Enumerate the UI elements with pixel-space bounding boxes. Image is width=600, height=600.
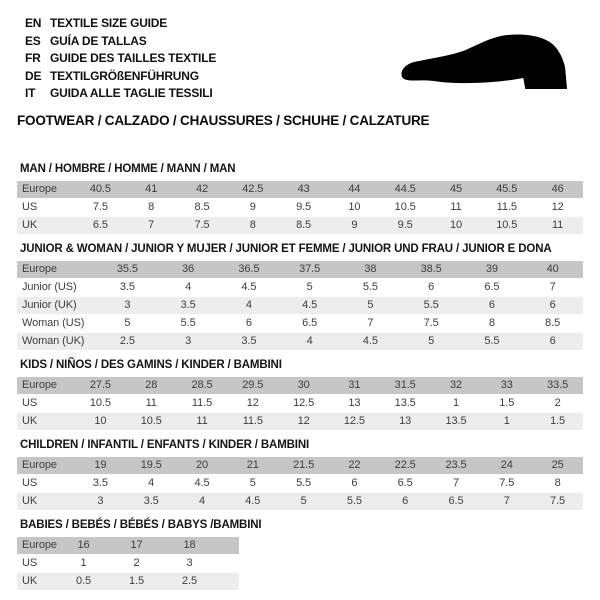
size-value: 12 [532, 199, 583, 217]
table-row [17, 555, 239, 573]
size-value: 19.5 [126, 457, 177, 475]
table-row [17, 413, 583, 431]
table-row [17, 217, 583, 235]
language-label: GUIDA ALLE TAGLIE TESSILI [50, 86, 213, 100]
size-value: 6.5 [380, 475, 431, 493]
table-row [17, 315, 583, 333]
size-value: 4 [177, 493, 228, 511]
size-value: 4 [158, 279, 219, 297]
size-value: 22 [329, 457, 380, 475]
size-value: 2.5 [97, 333, 158, 351]
size-value: 11 [431, 199, 482, 217]
row-label: US [17, 395, 75, 413]
size-value: 8 [227, 217, 278, 235]
language-label: GUIDE DES TAILLES TEXTILE [50, 51, 217, 65]
size-value: 36.5 [219, 261, 280, 279]
size-value: 17 [110, 537, 163, 555]
table-title: MAN / HOMBRE / HOMME / MANN / MAN [20, 162, 236, 175]
size-value: 11.5 [227, 413, 278, 431]
size-value: 38 [340, 261, 401, 279]
size-value: 1.5 [481, 395, 532, 413]
size-value: 4.5 [227, 493, 278, 511]
size-value: 10.5 [481, 217, 532, 235]
size-value: 29.5 [227, 377, 278, 395]
size-value: 10 [75, 413, 126, 431]
size-value: 8 [126, 199, 177, 217]
row-label: Europe [17, 377, 75, 395]
size-value: 1 [431, 395, 482, 413]
size-value: 12.5 [278, 395, 329, 413]
row-label: US [17, 475, 75, 493]
table-row [17, 475, 583, 493]
table-row [17, 261, 583, 279]
spacer-cell [216, 573, 239, 591]
table-row [17, 395, 583, 413]
table-row [17, 297, 583, 315]
size-value: 5.5 [340, 279, 401, 297]
row-label: Woman (UK) [17, 333, 97, 351]
row-label: US [17, 199, 75, 217]
spacer-cell [216, 537, 239, 555]
language-label: TEXTILGRÖßENFÜHRUNG [50, 68, 199, 83]
row-label: Junior (US) [17, 279, 97, 297]
size-value: 7 [340, 315, 401, 333]
size-value: 12 [278, 413, 329, 431]
size-value: 41 [126, 181, 177, 199]
size-value: 6 [522, 297, 583, 315]
size-value: 8 [532, 475, 583, 493]
table-title: BABIES / BEBÉS / BÉBÉS / BABYS /BAMBINI [20, 518, 262, 531]
table-row [17, 279, 583, 297]
size-value: 1.5 [532, 413, 583, 431]
shoe-icon [398, 33, 575, 93]
table-row [17, 377, 583, 395]
size-value: 8 [462, 315, 523, 333]
size-table [17, 261, 583, 351]
size-value: 5.5 [329, 493, 380, 511]
size-value: 3 [75, 493, 126, 511]
size-value: 1 [481, 413, 532, 431]
language-label: TEXTILE SIZE GUIDE [50, 16, 168, 30]
size-value: 3.5 [75, 475, 126, 493]
size-value: 10.5 [380, 199, 431, 217]
size-value: 6 [219, 315, 280, 333]
size-table [17, 537, 239, 591]
size-value: 13.5 [380, 395, 431, 413]
size-value: 3.5 [158, 297, 219, 315]
size-value: 5 [279, 279, 340, 297]
language-code: EN [25, 16, 42, 30]
size-value: 11 [126, 395, 177, 413]
size-value: 35.5 [97, 261, 158, 279]
size-value: 3.5 [219, 333, 280, 351]
size-value: 19 [75, 457, 126, 475]
size-value: 33.5 [532, 377, 583, 395]
size-value: 40.5 [75, 181, 126, 199]
table-row [17, 457, 583, 475]
size-value: 36 [158, 261, 219, 279]
size-value: 13 [329, 395, 380, 413]
size-value: 8.5 [278, 217, 329, 235]
row-label: US [17, 555, 57, 573]
size-value: 7.5 [481, 475, 532, 493]
size-value: 37.5 [279, 261, 340, 279]
size-value: 42 [177, 181, 228, 199]
size-value: 13 [380, 413, 431, 431]
size-value: 2 [110, 555, 163, 573]
size-value: 6 [401, 279, 462, 297]
row-label: UK [17, 413, 75, 431]
size-value: 2 [532, 395, 583, 413]
size-value: 3 [163, 555, 216, 573]
table-row [17, 333, 583, 351]
size-value: 9 [329, 217, 380, 235]
size-value: 0.5 [57, 573, 110, 591]
size-value: 3.5 [97, 279, 158, 297]
row-label: Europe [17, 537, 57, 555]
size-table [17, 457, 583, 511]
size-value: 10 [431, 217, 482, 235]
size-value: 4.5 [340, 333, 401, 351]
size-value: 4 [279, 333, 340, 351]
size-value: 39 [462, 261, 523, 279]
size-value: 21 [227, 457, 278, 475]
size-value: 27.5 [75, 377, 126, 395]
size-value: 23.5 [431, 457, 482, 475]
table-title: KIDS / NIÑOS / DES GAMINS / KINDER / BAMBINI [20, 358, 282, 371]
size-value: 3 [158, 333, 219, 351]
size-value: 25 [532, 457, 583, 475]
size-value: 6 [329, 475, 380, 493]
table-row [17, 181, 583, 199]
size-value: 1.5 [110, 573, 163, 591]
size-value: 7.5 [75, 199, 126, 217]
size-value: 10.5 [75, 395, 126, 413]
size-value: 4 [219, 297, 280, 315]
language-label: GUÍA DE TALLAS [50, 33, 147, 48]
language-code: IT [25, 86, 36, 100]
size-value: 43 [278, 181, 329, 199]
size-value: 9.5 [380, 217, 431, 235]
size-value: 3 [97, 297, 158, 315]
size-value: 28 [126, 377, 177, 395]
size-value: 11 [532, 217, 583, 235]
size-value: 7.5 [177, 217, 228, 235]
size-value: 28.5 [177, 377, 228, 395]
size-value: 5.5 [462, 333, 523, 351]
size-value: 6.5 [431, 493, 482, 511]
size-value: 7 [126, 217, 177, 235]
size-value: 4.5 [219, 279, 280, 297]
size-value: 6.5 [462, 279, 523, 297]
size-value: 11.5 [481, 199, 532, 217]
size-value: 3.5 [126, 493, 177, 511]
size-value: 9 [227, 199, 278, 217]
table-row [17, 199, 583, 217]
size-value: 12.5 [329, 413, 380, 431]
size-value: 45.5 [481, 181, 532, 199]
size-value: 16 [57, 537, 110, 555]
size-value: 13.5 [431, 413, 482, 431]
size-value: 9.5 [278, 199, 329, 217]
size-value: 7.5 [401, 315, 462, 333]
size-value: 11.5 [177, 395, 228, 413]
size-value: 31.5 [380, 377, 431, 395]
size-value: 5 [278, 493, 329, 511]
size-value: 1 [57, 555, 110, 573]
size-value: 33 [481, 377, 532, 395]
size-value: 30 [278, 377, 329, 395]
size-value: 18 [163, 537, 216, 555]
size-value: 44.5 [380, 181, 431, 199]
size-value: 7 [431, 475, 482, 493]
table-row [17, 573, 239, 591]
spacer-cell [216, 555, 239, 573]
size-value: 6.5 [75, 217, 126, 235]
size-value: 46 [532, 181, 583, 199]
size-table [17, 377, 583, 431]
row-label: Woman (US) [17, 315, 97, 333]
size-value: 4 [126, 475, 177, 493]
size-value: 5.5 [401, 297, 462, 315]
size-value: 45 [431, 181, 482, 199]
size-value: 21.5 [278, 457, 329, 475]
size-value: 6 [522, 333, 583, 351]
size-value: 2.5 [163, 573, 216, 591]
language-code: DE [25, 68, 42, 83]
size-value: 12 [227, 395, 278, 413]
size-value: 8.5 [522, 315, 583, 333]
size-value: 38.5 [401, 261, 462, 279]
size-value: 5 [340, 297, 401, 315]
size-value: 4.5 [177, 475, 228, 493]
size-value: 6 [462, 297, 523, 315]
size-value: 20 [177, 457, 228, 475]
size-value: 4.5 [279, 297, 340, 315]
size-tables [17, 163, 583, 591]
language-code: FR [25, 51, 41, 65]
size-value: 5 [97, 315, 158, 333]
language-row [17, 15, 583, 33]
row-label: Junior (UK) [17, 297, 97, 315]
size-value: 7 [522, 279, 583, 297]
size-value: 31 [329, 377, 380, 395]
size-value: 6.5 [279, 315, 340, 333]
size-value: 7.5 [532, 493, 583, 511]
size-value: 40 [522, 261, 583, 279]
size-value: 5.5 [278, 475, 329, 493]
size-value: 5 [401, 333, 462, 351]
row-label: Europe [17, 181, 75, 199]
table-title: JUNIOR & WOMAN / JUNIOR Y MUJER / JUNIOR ET FEMME / JUNIOR UND FRAU / JUNIOR E DONA [20, 242, 552, 255]
size-value: 5 [227, 475, 278, 493]
size-value: 10 [329, 199, 380, 217]
size-value: 6 [380, 493, 431, 511]
size-value: 42.5 [227, 181, 278, 199]
table-row [17, 537, 239, 555]
size-value: 32 [431, 377, 482, 395]
size-value: 44 [329, 181, 380, 199]
row-label: UK [17, 493, 75, 511]
size-value: 24 [481, 457, 532, 475]
row-label: UK [17, 573, 57, 591]
size-value: 11 [177, 413, 228, 431]
size-value: 7 [481, 493, 532, 511]
size-value: 5.5 [158, 315, 219, 333]
row-label: Europe [17, 261, 97, 279]
row-label: Europe [17, 457, 75, 475]
size-value: 8.5 [177, 199, 228, 217]
category-title: FOOTWEAR / CALZADO / CHAUSSURES / SCHUHE / CALZATURE [17, 112, 430, 128]
size-value: 10.5 [126, 413, 177, 431]
size-value: 22.5 [380, 457, 431, 475]
size-table [17, 181, 583, 235]
table-title: CHILDREN / INFANTIL / ENFANTS / KINDER / BAMBINI [20, 438, 310, 451]
table-row [17, 493, 583, 511]
row-label: UK [17, 217, 75, 235]
language-code: ES [25, 33, 41, 48]
